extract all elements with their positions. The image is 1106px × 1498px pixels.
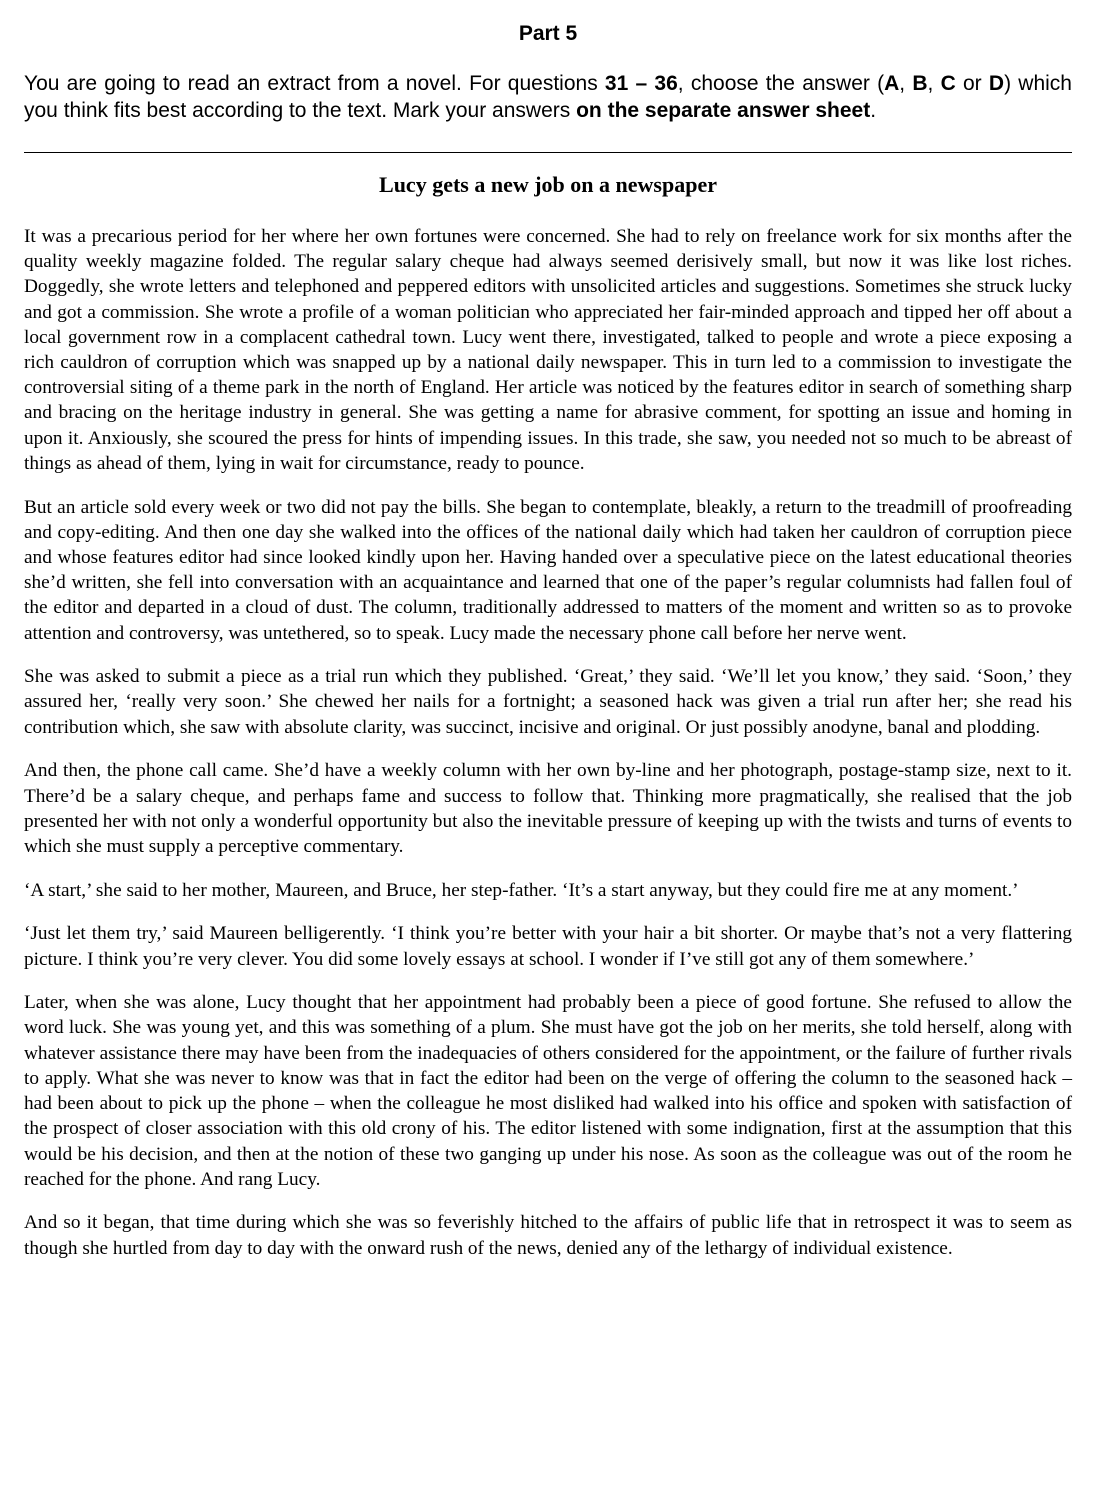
option-c: C — [940, 72, 956, 95]
passage-paragraph: She was asked to submit a piece as a trial run which they published. ‘Great,’ they said. ‘We’ll let you know,’ they said. ‘Soon,’ they assured her, ‘really very soon.’ She chewed her nails for a fortnight; a seasoned hack was given a trial run after her; she read his contribution which, she saw with absolute clarity, was succinct, incisive and original. Or just possibly anodyne, banal and plodding. — [24, 666, 1072, 738]
passage-body — [24, 224, 1072, 1261]
answer-sheet-emphasis: on the separate answer sheet — [576, 98, 871, 122]
passage-paragraph: It was a precarious period for her where her own fortunes were concerned. She had to rely on freelance work for six months after the quality weekly magazine folded. The regular salary cheque had always seemed derisively small, but now it was like lost riches. Doggedly, she wrote letters and telephoned and peppered editors with unsolicited articles and suggestions. Sometimes she struck lucky and got a commission. She wrote a profile of a woman politician who appreciated her fair-minded approach and tipped her off about a local government row in a complacent cathedral town. Lucy went there, investigated, talked to people and wrote a piece exposing a rich cauldron of corruption which was snapped up by a national daily newspaper. This in turn led to a commission to investigate the controversial siting of a theme park in the north of England. Her article was noticed by the features editor in search of something sharp and bracing on the heritage industry in general. She was getting a name for abrasive comment, for spotting an issue and homing in upon it. Anxiously, she scoured the press for hints of impending issues. In this trade, she saw, you needed not so much to be abreast of things as ahead of them, lying in wait for circumstance, ready to pounce. — [24, 226, 1072, 474]
passage-title: Lucy gets a new job on a newspaper — [379, 172, 717, 197]
task-instructions: You are going to read an extract from a novel. For questions 31 – 36, choose the answer (A, B, C or D) which you think fits best according to the text. Mark your answers on the separate answer sheet. — [24, 72, 1072, 122]
passage-paragraph: But an article sold every week or two did not pay the bills. She began to contemplate, bleakly, a return to the treadmill of proofreading and copy-editing. And then one day she walked into the offices of the national daily which had taken her cauldron of corruption piece and whose features editor had since looked kindly upon her. Having handed over a speculative piece on the latest educational theories she’d written, she fell into conversation with an acquaintance and learned that one of the paper’s regular columnists had fallen foul of the editor and departed in a cloud of dust. The column, traditionally addressed to matters of the moment and written so as to provoke attention and controversy, was untethered, so to speak. Lucy made the necessary phone call before her nerve went. — [24, 496, 1072, 644]
option-b: B — [912, 72, 928, 95]
passage-paragraph: ‘A start,’ she said to her mother, Maureen, and Bruce, her step-father. ‘It’s a start anyway, but they could fire me at any moment.’ — [24, 879, 1019, 901]
passage-paragraph: And then, the phone call came. She’d have a weekly column with her own by-line and her photograph, postage-stamp size, next to it. There’d be a salary cheque, and perhaps fame and success to follow that. Thinking more pragmatically, she realised that the job presented her with not only a wonderful opportunity but also the inevitable pressure of keeping up with the twists and turns of events to which she must supply a perceptive commentary. — [24, 760, 1072, 857]
exam-page — [24, 0, 1072, 1279]
passage-paragraph: Later, when she was alone, Lucy thought that her appointment had probably been a piece of good fortune. She refused to allow the word luck. She was young yet, and this was something of a plum. She must have got the job on her merits, she told herself, along with whatever assistance there may have been from the inadequacies of others considered for the appointment, or the failure of further rivals to apply. What she was never to know was that in fact the editor had been on the verge of offering the column to the seasoned hack – had been about to pick up the phone – when the colleague he most disliked had walked into his office and spoken with satisfaction of the prospect of closer association with this old crony of his. The editor listened with some indignation, first at the assumption that this would be his decision, and then at the notion of these two ganging up under his nose. As soon as the colleague was out of the room he reached for the phone. And rang Lucy. — [24, 992, 1072, 1190]
passage-paragraph: And so it began, that time during which she was so feverishly hitched to the affairs of public life that in retrospect it was to seem as though she hurtled from day to day with the onward rush of the news, denied any of the lethargy of individual existence. — [24, 1212, 1072, 1259]
option-a: A — [884, 72, 900, 95]
passage-paragraph: ‘Just let them try,’ said Maureen belligerently. ‘I think you’re better with your hair a bit shorter. Or maybe that’s not a very flattering picture. I think you’re very clever. You did some lovely essays at school. I wonder if I’ve still got any of them somewhere.’ — [24, 923, 1072, 970]
section-divider — [24, 152, 1072, 153]
option-d: D — [988, 72, 1005, 95]
part-heading: Part 5 — [518, 22, 578, 45]
question-range: 31 – 36 — [604, 72, 678, 95]
